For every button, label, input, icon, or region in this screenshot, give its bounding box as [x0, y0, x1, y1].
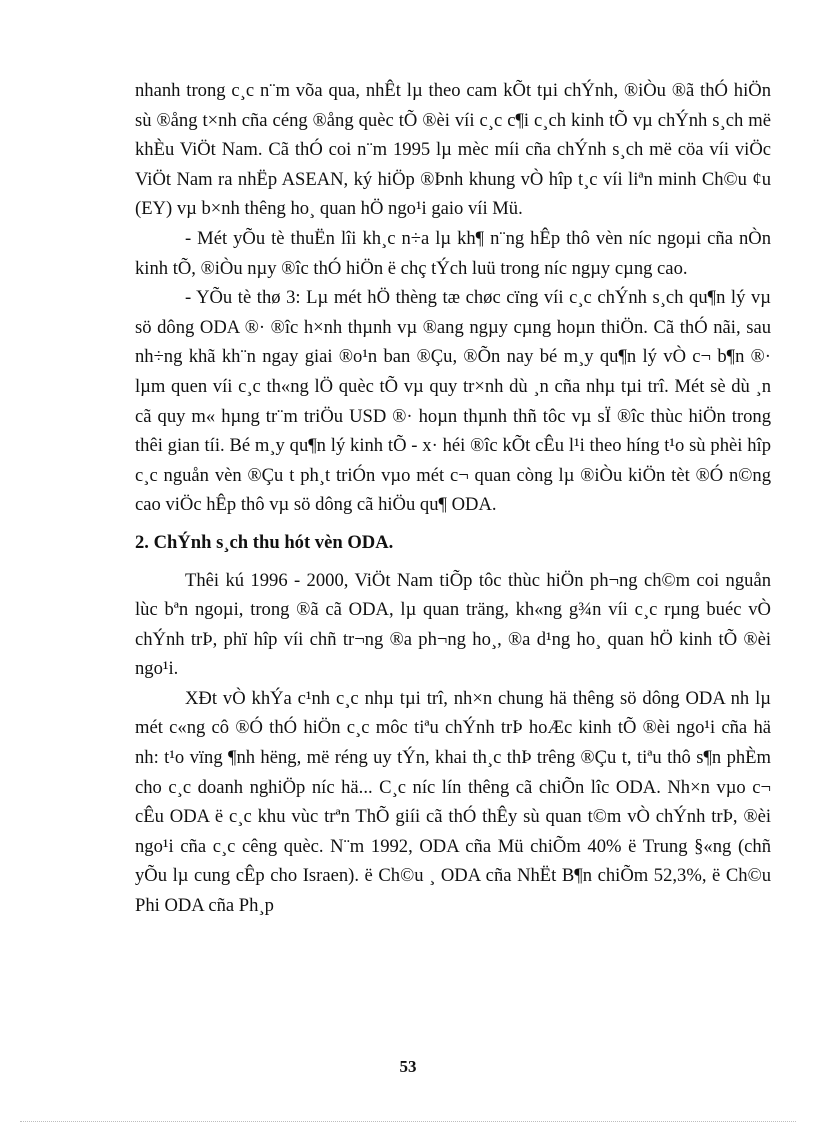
footer-divider [20, 1121, 796, 1122]
paragraph-absorption-capacity: - Mét yÕu tè thuËn lîi kh¸c n÷a lµ kh¶ n¨ng hÊp thô vèn níc ngoµi cña nÒn kinh tÕ, ®iÒu nµy ®îc thÓ hiÖn ë chç tÝch luü trong níc ngµy cµng cao. [135, 227, 771, 279]
paragraph-management-system: - YÕu tè thø 3: Lµ mét hÖ thèng tæ chøc cïng víi c¸c chÝnh s¸ch qu¶n lý vµ sö dông ODA ®· ®îc h×nh thµnh vµ ®ang ngµy cµng hoµn thiÖn. Cã thÓ nãi, sau nh÷ng khã kh¨n ngay giai ®o¹n ban ®Çu, ®Õn nay bé m¸y qu¶n lý vÒ c¬ b¶n ®· lµm quen víi c¸c th«ng lÖ quèc tÕ vµ quy tr×nh dù ¸n cña nhµ tµi trî. Mét sè dù ¸n cã quy m« hµng tr¨m triÖu USD ®· hoµn thµnh thñ tôc vµ sÏ ®îc thùc hiÖn trong thêi gian tíi. Bé m¸y qu¶n lý kinh tÕ - x· héi ®îc kÕt cÊu l¹i theo híng t¹o sù phèi hîp c¸c nguån vèn ®Çu t ph¸t triÓn vµo mét c¬ quan còng lµ ®iÒu kiÖn tèt ®Ó n©ng cao viÖc hÊp thô vµ sö dông cã hiÖu qu¶ ODA. [135, 287, 771, 516]
paragraph-continuation: nhanh trong c¸c n¨m võa qua, nhÊt lµ theo cam kÕt tµi chÝnh, ®iÒu ®ã thÓ hiÖn sù ®ång t×nh cña céng ®ång quèc tÕ ®èi víi c¸c c¶i c¸ch kinh tÕ vµ chÝnh s¸ch më khÈu ViÖt Nam. Cã thÓ coi n¨m 1995 lµ mèc míi cña chÝnh s¸ch më cöa víi viÖc ViÖt Nam ra nhËp ASEAN, ký hiÖp ®Þnh khung vÒ hîp t¸c víi liªn minh Ch©u ¢u (EY) vµ b×nh thêng ho¸ quan hÖ ngo¹i gaio víi Mü. [135, 80, 771, 220]
section-heading: 2. ChÝnh s¸ch thu hót vèn ODA. [135, 531, 394, 553]
paragraph-policy-period: Thêi kú 1996 - 2000, ViÖt Nam tiÕp tôc thùc hiÖn ph¬ng ch©m coi nguån lùc bªn ngoµi, trong ®ã cã ODA, lµ quan träng, kh«ng g¾n víi c¸c rµng buéc vÒ chÝnh trÞ, phï hîp víi chñ tr¬ng ®a ph¬ng ho¸, ®a d¹ng ho¸ quan hÖ kinh tÕ ®èi ngo¹i. [135, 569, 771, 680]
paragraph-donor-perspective: XÐt vÒ khÝa c¹nh c¸c nhµ tµi trî, nh×n chung hä thêng sö dông ODA nh lµ mét c«ng cô ®Ó thÓ hiÖn c¸c môc tiªu chÝnh trÞ hoÆc kinh tÕ ®èi ngo¹i cña hä nh: t¹o vïng ¶nh hëng, më réng uy tÝn, khai th¸c thÞ trêng ®Çu t, tiªu thô s¶n phÈm cho c¸c doanh nghiÖp níc hä... C¸c níc lín thêng cã chiÕn lîc ODA. Nh×n vµo c¬ cÊu ODA ë c¸c khu vùc trªn ThÕ giíi cã thÓ thÊy sù quan t©m vÒ chÝnh trÞ, ®èi ngo¹i cña c¸c cêng quèc. N¨m 1992, ODA cña Mü chiÕm 40% ë Trung §«ng (chñ yÕu lµ cung cÊp cho Israen). ë Ch©u ¸ ODA cña NhËt B¶n chiÕm 52,3%, ë Ch©u Phi ODA cña Ph¸p [135, 687, 771, 917]
page-number: 53 [399, 1057, 417, 1076]
body-text [135, 76, 771, 921]
